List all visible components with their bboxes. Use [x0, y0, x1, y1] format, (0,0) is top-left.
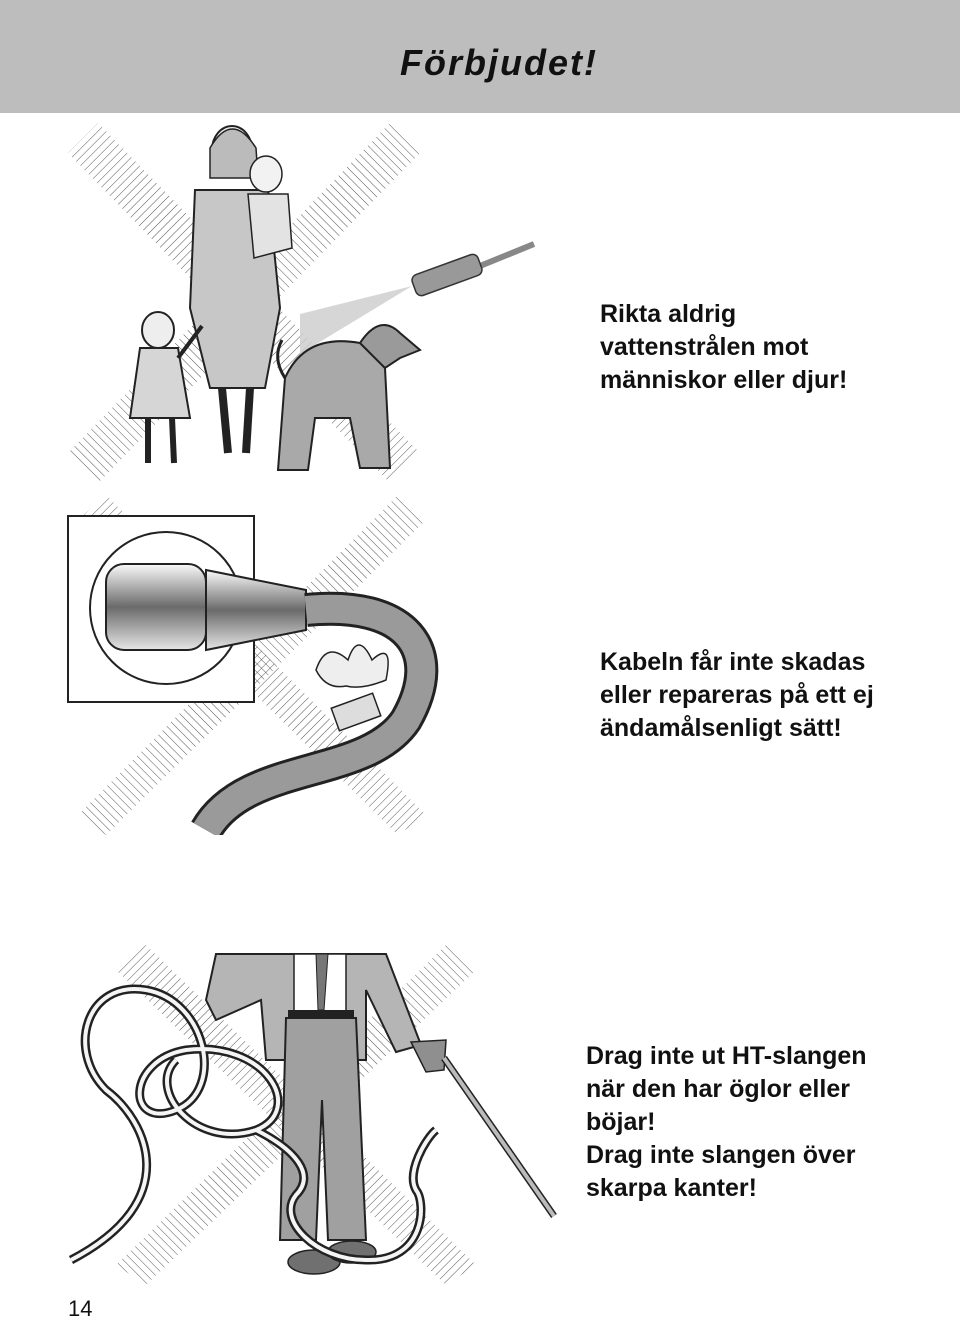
man-pulling-hose-illustration: [66, 940, 586, 1285]
page-number: 14: [68, 1296, 93, 1321]
caption-hose-warning: [586, 1040, 867, 1205]
caption-cable-warning: [600, 646, 874, 745]
caption-line: Drag inte slangen över: [586, 1141, 856, 1169]
caption-line: skarpa kanter!: [586, 1174, 757, 1202]
caption-line: böjar!: [586, 1108, 656, 1136]
caption-line: människor eller djur!: [600, 366, 848, 394]
caption-line: Rikta aldrig: [600, 300, 737, 328]
caption-line: vattenstrålen mot: [600, 333, 809, 361]
page-header: [0, 0, 960, 113]
damaged-cable-illustration: [66, 490, 446, 835]
caption-line: när den har öglor eller: [586, 1075, 850, 1103]
page-title: Förbjudet!: [400, 42, 598, 83]
woman-with-baby-figure: [190, 126, 292, 453]
spray-wand-icon: [410, 244, 534, 297]
caption-line: ändamålsenligt sätt!: [600, 714, 842, 742]
caption-line: Drag inte ut HT-slangen: [586, 1042, 867, 1070]
spray-people-dog-illustration: [60, 118, 540, 490]
caption-line: eller repareras på ett ej: [600, 681, 874, 709]
caption-line: Kabeln får inte skadas: [600, 648, 866, 676]
caption-spray-warning: [600, 298, 847, 397]
